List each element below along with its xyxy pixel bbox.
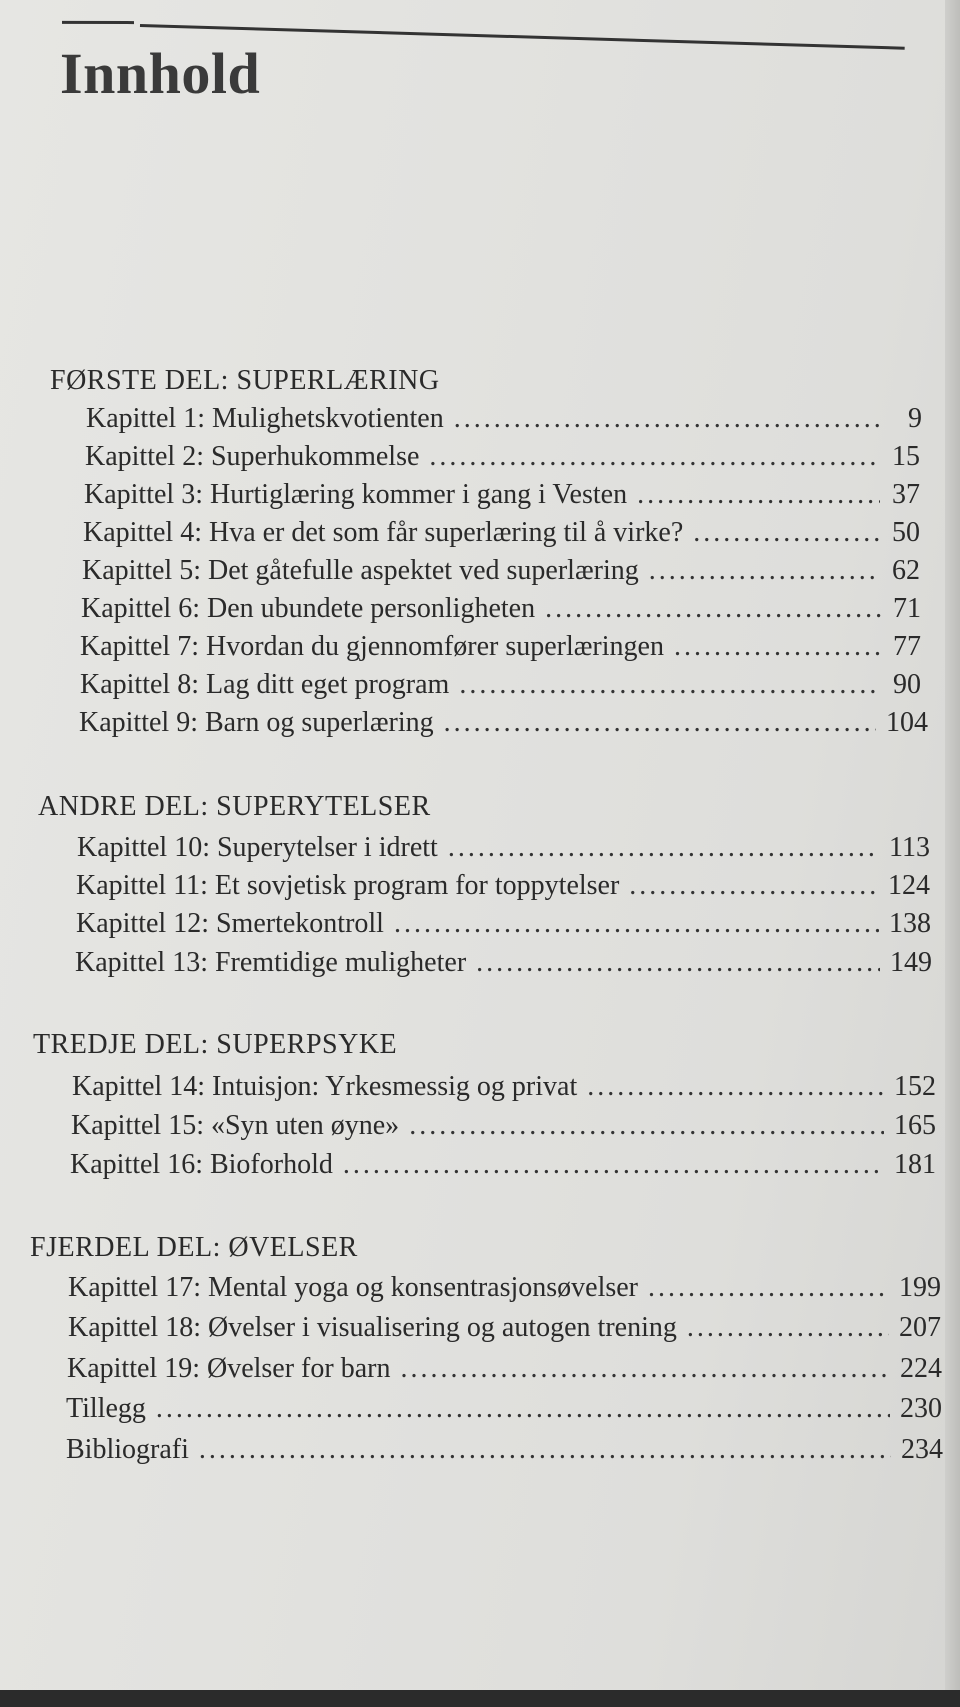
toc-entry <box>70 1149 936 1181</box>
toc-entry <box>67 1353 942 1385</box>
entry-page: 138 <box>889 908 931 939</box>
entry-label: Kapittel 16: Bioforhold <box>70 1149 333 1180</box>
part-heading: FØRSTE DEL: SUPERLÆRING <box>50 365 440 396</box>
page-shadow <box>945 0 960 1707</box>
toc-entry <box>71 1110 936 1142</box>
entry-label: Kapittel 18: Øvelser i visualisering og autogen trening <box>68 1312 677 1343</box>
leader-dots <box>448 832 879 864</box>
leader-dots <box>429 441 880 473</box>
entry-page: 124 <box>888 870 930 901</box>
entry-label: Kapittel 6: Den ubundete personligheten <box>81 593 536 624</box>
entry-label: Kapittel 3: Hurtiglæring kommer i gang i Vesten <box>84 479 628 510</box>
leader-dots <box>476 947 880 979</box>
part-heading: TREDJE DEL: SUPERPSYKE <box>33 1029 398 1060</box>
entry-label: Kapittel 5: Det gåtefulle aspektet ved superlæring <box>82 555 639 586</box>
leader-dots <box>637 479 880 511</box>
toc-entry <box>80 669 921 701</box>
entry-page: 62 <box>892 555 920 586</box>
entry-label: Kapittel 7: Hvordan du gjennomfører superlæringen <box>80 631 664 662</box>
entry-label: Kapittel 19: Øvelser for barn <box>67 1353 391 1384</box>
leader-dots <box>444 707 876 739</box>
toc-entry <box>82 555 920 587</box>
part-heading: ANDRE DEL: SUPERYTELSER <box>38 791 431 822</box>
entry-page: 113 <box>889 832 930 863</box>
toc-entry <box>77 832 930 864</box>
entry-label: Kapittel 8: Lag ditt eget program <box>80 669 450 700</box>
toc-entry <box>66 1434 943 1466</box>
toc-entry <box>81 593 921 625</box>
entry-page: 90 <box>893 669 921 700</box>
toc-entry <box>75 947 932 979</box>
leader-dots <box>693 517 880 549</box>
leader-dots <box>459 669 881 701</box>
entry-page: 224 <box>900 1353 942 1384</box>
entry-label: Kapittel 17: Mental yoga og konsentrasjonsøvelser <box>68 1272 638 1303</box>
leader-dots <box>674 631 881 663</box>
entry-label: Tillegg <box>66 1393 146 1424</box>
leader-dots <box>343 1149 884 1181</box>
entry-page: 50 <box>892 517 920 548</box>
toc-entry <box>76 870 930 902</box>
entry-page: 230 <box>900 1393 942 1424</box>
entry-label: Kapittel 15: «Syn uten øyne» <box>71 1110 400 1141</box>
toc-entry <box>84 479 920 511</box>
leader-dots <box>545 593 881 625</box>
page-title: Innhold <box>60 41 261 106</box>
leader-dots <box>648 1272 889 1304</box>
entry-page: 71 <box>893 593 921 624</box>
page-bottom-edge <box>0 1690 960 1707</box>
leader-dots <box>649 555 880 587</box>
entry-page: 104 <box>886 707 928 738</box>
entry-page: 77 <box>893 631 921 662</box>
leader-dots <box>199 1434 891 1466</box>
entry-label: Kapittel 10: Superytelser i idrett <box>77 832 438 863</box>
toc-entry <box>83 517 920 549</box>
leader-dots <box>409 1110 884 1142</box>
entry-page: 9 <box>908 403 922 434</box>
toc-entry <box>68 1312 941 1344</box>
toc-entry <box>80 631 921 663</box>
entry-label: Kapittel 1: Mulighetskvotienten <box>86 403 444 434</box>
entry-label: Kapittel 13: Fremtidige muligheter <box>75 947 467 978</box>
leader-dots <box>394 908 879 940</box>
entry-label: Kapittel 14: Intuisjon: Yrkesmessig og privat <box>72 1071 578 1102</box>
toc-entry <box>76 908 931 940</box>
toc-entry <box>79 707 928 739</box>
entry-page: 199 <box>899 1272 941 1303</box>
entry-page: 15 <box>892 441 920 472</box>
toc-entry <box>72 1071 936 1103</box>
leader-dots <box>156 1393 890 1425</box>
entry-label: Kapittel 9: Barn og superlæring <box>79 707 434 738</box>
entry-label: Kapittel 4: Hva er det som får superlæring til å virke? <box>83 517 684 548</box>
entry-page: 207 <box>899 1312 941 1343</box>
leader-dots <box>400 1353 890 1385</box>
toc-entry <box>85 441 920 473</box>
entry-page: 152 <box>894 1071 936 1102</box>
leader-dots <box>454 403 882 435</box>
leader-dots <box>687 1312 889 1344</box>
entry-label: Kapittel 12: Smertekontroll <box>76 908 384 939</box>
toc-entry <box>68 1272 941 1304</box>
entry-page: 149 <box>890 947 932 978</box>
leader-dots <box>587 1071 884 1103</box>
entry-page: 165 <box>894 1110 936 1141</box>
entry-label: Kapittel 11: Et sovjetisk program for toppytelser <box>76 870 620 901</box>
entry-label: Bibliografi <box>66 1434 189 1465</box>
entry-page: 181 <box>894 1149 936 1180</box>
entry-label: Kapittel 2: Superhukommelse <box>85 441 420 472</box>
part-heading: FJERDEL DEL: ØVELSER <box>30 1232 358 1263</box>
toc-entry <box>66 1393 942 1425</box>
entry-page: 37 <box>892 479 920 510</box>
entry-page: 234 <box>901 1434 943 1465</box>
leader-dots <box>629 870 878 902</box>
toc-entry <box>86 403 922 435</box>
